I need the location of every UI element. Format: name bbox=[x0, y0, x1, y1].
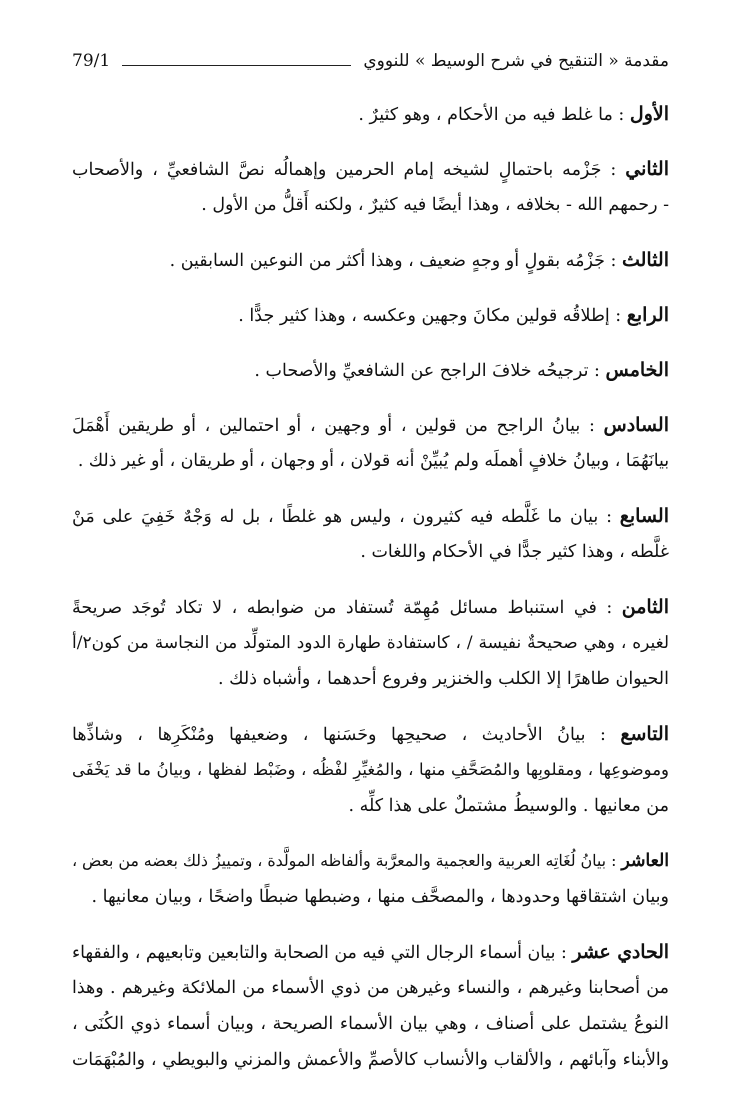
paragraph-first bbox=[72, 96, 669, 132]
page-number: 79/1 bbox=[72, 51, 111, 71]
line-text: : بيانُ الأحاديث ، صحيحِها وحَسَنها ، وضعيفها ومُنْكَرِها ، وشاذِّها bbox=[72, 725, 621, 745]
text-line bbox=[72, 407, 669, 443]
text-line bbox=[72, 151, 669, 187]
paragraph-sixth bbox=[72, 407, 669, 479]
section-term: العاشر bbox=[621, 851, 669, 871]
section-term: الثاني bbox=[625, 158, 669, 180]
line-text: : بيانُ لُغَاتِه العربية والعجمية والمعرَّبة وألفاظه المولَّدة ، وتمييزُ ذلك بعضه من بعض ، bbox=[72, 851, 622, 870]
line-text: : إطلاقُه قولين مكانَ وجهين وعكسه ، وهذا كثير جدًّا . bbox=[238, 306, 627, 326]
text-line: من معانيها . والوسيطُ مشتملٌ على هذا كلِّه . bbox=[348, 796, 669, 816]
paragraph-fifth bbox=[72, 352, 669, 388]
section-term: الحادي عشر bbox=[572, 941, 669, 963]
section-term: الرابع bbox=[626, 304, 669, 326]
text-line bbox=[72, 242, 669, 278]
section-term: الأول bbox=[629, 103, 669, 125]
paragraph-tenth bbox=[72, 843, 669, 915]
header-rule bbox=[122, 65, 351, 66]
paragraph-fourth bbox=[72, 297, 669, 333]
section-term: الخامس bbox=[605, 359, 669, 381]
section-term: السادس bbox=[603, 414, 669, 436]
text-line: وموضوعِها ، ومقلوبِها والمُصَحَّفِ منها ، والمُغيِّرِ لفْظُه ، وضَبْط لفظها ، وبيانُ ما قد يَخْفَى bbox=[72, 760, 669, 779]
text-line: لغيره ، وهي صحيحةٌ نفيسة / ، كاستفادة طهارة الدود المتولِّد من النجاسة من كون٢/أ bbox=[72, 633, 669, 653]
line-text: : بيان أسماء الرجال التي فيه من الصحابة والتابعين وتابعيهم ، والفقهاء bbox=[72, 943, 573, 963]
paragraph-third bbox=[72, 242, 669, 278]
text-line bbox=[72, 934, 669, 970]
line-text: : ترجيحُه خلافَ الراجح عن الشافعيِّ والأصحاب . bbox=[254, 361, 606, 381]
page-body bbox=[72, 96, 669, 1097]
text-line: - رحمهم الله - بخلافه ، وهذا أيضًا فيه كثيرٌ ، ولكنه أَقلُّ من الأول . bbox=[201, 195, 669, 215]
text-line bbox=[72, 297, 669, 333]
running-header bbox=[72, 46, 669, 76]
paragraph-seventh bbox=[72, 498, 669, 570]
text-line: من أصحابنا وغيرهم ، والنساء وغيرهن من ذوي الأسماء من الملائكة وغيرهم . وهذا bbox=[72, 978, 669, 998]
line-text: : بيانُ الراجح من قولين ، أو وجهين ، أو احتمالين ، أو طريقين أَهْمَلَ bbox=[72, 416, 604, 436]
line-text: : ما غلط فيه من الأحكام ، وهو كثيرٌ . bbox=[358, 105, 630, 125]
text-line bbox=[72, 589, 669, 625]
paragraph-ninth bbox=[72, 716, 669, 824]
text-line: وبيان اشتقاقها وحدودها ، والمصحَّف منها ، وضبطها ضبطًا واضحًا ، وبيان معانيها . bbox=[91, 887, 669, 907]
line-text: : جَزْمه باحتمالٍ لشيخه إمام الحرمين وإهمالُه نصَّ الشافعيِّ ، والأصحاب bbox=[72, 160, 626, 180]
text-line: بيانَهُمَا ، وبيانُ خلافٍ أهملَه ولم يُبيِّنْ أنه قولان ، أو وجهان ، أو طريقان ، أو غير ذلك . bbox=[77, 451, 669, 471]
section-term: السابع bbox=[619, 505, 669, 527]
paragraph-eleventh bbox=[72, 934, 669, 1078]
line-text: : بيان ما غَلَّطه فيه كثيرون ، وليس هو غلطًا ، بل له وَجْهٌ خَفِيَ على مَنْ bbox=[72, 507, 620, 527]
text-line: الحيوان طاهرًا إلا الكلب والخنزير وفروع أحدهما ، وأشباه ذلك . bbox=[218, 669, 669, 689]
text-line bbox=[72, 96, 669, 132]
text-line: النوعُ يشتمل على أصناف ، وهي بيان الأسماء الصريحة ، وبيان أسماء ذوي الكُنَى ، bbox=[72, 1014, 669, 1034]
section-term: الثالث bbox=[621, 249, 669, 271]
text-line bbox=[72, 716, 669, 752]
line-text: : جَزْمُه بقولٍ أو وجهٍ ضعيف ، وهذا أكثر من النوعين السابقين . bbox=[169, 251, 622, 271]
paragraph-second bbox=[72, 151, 669, 223]
text-line: والأبناء وآبائهم ، والألقاب والأنساب كالأصمِّ والأعمش والمزني والبويطي ، والمُبْهَمَات bbox=[72, 1050, 669, 1070]
section-term: الثامن bbox=[621, 596, 669, 618]
text-line bbox=[72, 843, 669, 879]
text-line: غلَّطه ، وهذا كثير جدًّا في الأحكام واللغات . bbox=[360, 542, 669, 562]
header-title: مقدمة « التنقيح في شرح الوسيط » للنووي bbox=[363, 51, 669, 71]
section-term: التاسع bbox=[620, 723, 669, 745]
paragraph-eighth bbox=[72, 589, 669, 697]
line-text: : في استنباط مسائل مُهِمّة تُستفاد من ضوابطه ، لا تكاد تُوجَد صريحةً bbox=[72, 598, 622, 618]
text-line bbox=[72, 498, 669, 534]
text-line bbox=[72, 352, 669, 388]
